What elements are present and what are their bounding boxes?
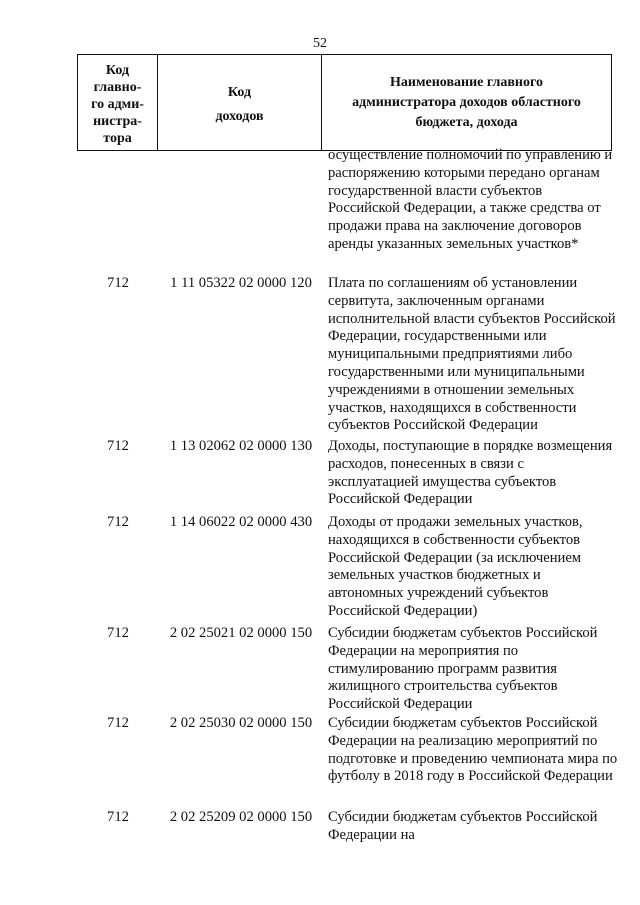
header-admin-code: Код главно- го адми- нистра- тора [78,55,158,150]
admin-code: 712 [107,625,129,641]
admin-code: 712 [107,809,129,825]
revenue-name: Доходы от продажи земельных участков, находящихся в собственности субъектов Российской Федерации (за исключением земельных участков бюджетных и автономных учреждений субъектов Российской Федерации) [328,514,583,619]
page-number: 52 [313,36,327,51]
admin-code: 712 [107,514,129,530]
revenue-code: 1 11 05322 02 0000 120 [170,275,312,291]
admin-code: 712 [107,438,129,454]
header-revenue-code: Код доходов [158,55,322,150]
revenue-name: Плата по соглашениям об установлении сервитута, заключенным органами исполнительной власти субъектов Российской Федерации, государственными или муниципальными предприятиями либо государственными или муниципальными учреждениями в отношении земельных участков, находящихся в собственности субъектов Российской Федерации [328,275,616,434]
admin-code: 712 [107,275,129,291]
revenue-code: 2 02 25209 02 0000 150 [169,809,313,825]
revenue-code: 1 13 02062 02 0000 130 [169,438,313,454]
revenue-name: Доходы, поступающие в порядке возмещения расходов, понесенных в связи с эксплуатацией имущества субъектов Российской Федерации [328,438,613,508]
revenue-code: 1 14 06022 02 0000 430 [169,514,313,530]
continuation-text: осуществление полномочий по управлению и распоряжению которыми передано органам государственной власти субъектов Российской Федерации, а также средства от продажи права на заключение договоров аренды указанных земельных участков* [328,147,613,252]
admin-code: 712 [107,715,129,731]
table-header [77,54,612,151]
revenue-code: 2 02 25021 02 0000 150 [169,625,313,641]
revenue-name: Субсидии бюджетам субъектов Российской Федерации на реализацию мероприятий по подготовке и проведению чемпионата мира по футболу в 2018 году в Российской Федерации [328,715,618,785]
revenue-name: Субсидии бюджетам субъектов Российской Федерации на [328,809,598,843]
revenue-name: Субсидии бюджетам субъектов Российской Федерации на мероприятия по стимулированию программ развития жилищного строительства субъектов Российской Федерации [328,625,598,713]
revenue-code: 2 02 25030 02 0000 150 [169,715,313,731]
header-name: Наименование главного администратора доходов областного бюджета, дохода [352,74,581,130]
